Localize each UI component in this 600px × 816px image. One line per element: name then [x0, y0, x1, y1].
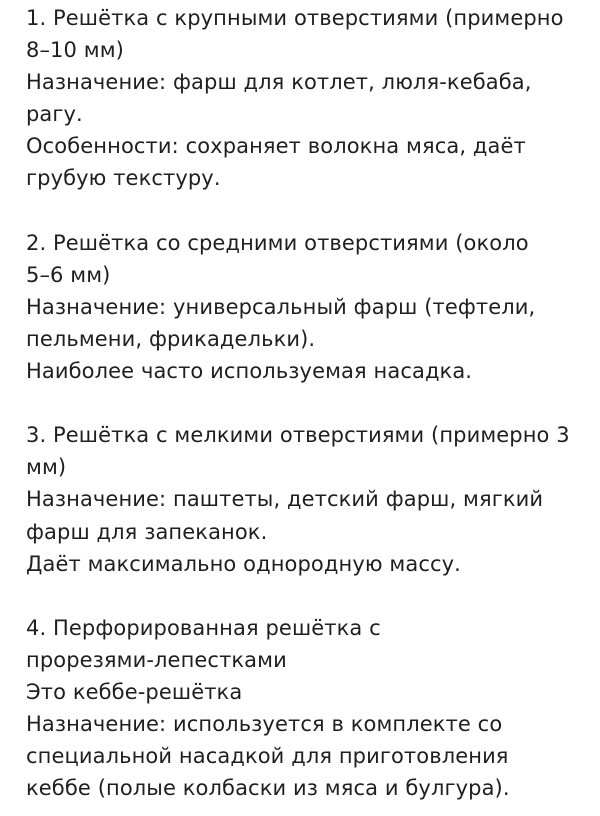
note-text: [26, 2, 596, 804]
section-2-purpose-line-1: Назначение: универсальный фарш (тефтели,: [26, 294, 536, 319]
section-4-purpose-line-2: специальной насадкой для приготовления: [26, 744, 509, 769]
section-4-heading-line-1: 4. Перфорированная решётка с: [26, 615, 381, 640]
section-perforated-grid: [26, 612, 596, 805]
section-3-purpose-line-2: фарш для запеканок.: [26, 519, 268, 544]
section-1-heading-line-2: 8–10 мм): [26, 38, 124, 63]
section-1-purpose-line-1: Назначение: фарш для котлет, люля-кебаба,: [26, 70, 532, 95]
section-4-heading-line-2: прорезями-лепестками: [26, 647, 287, 672]
section-small-holes-grid: [26, 419, 596, 579]
section-medium-holes-grid: [26, 227, 596, 387]
paragraph-gap: [26, 580, 596, 612]
section-4-alias-line: Это кеббе-решётка: [26, 679, 243, 704]
section-1-features-line-2: грубую текстуру.: [26, 166, 221, 191]
section-3-note-line: Даёт максимально однородную массу.: [26, 551, 461, 576]
section-1-purpose-line-2: рагу.: [26, 102, 83, 127]
section-1-features-line-1: Особенности: сохраняет волокна мяса, даёт: [26, 134, 526, 159]
section-4-purpose-line-1: Назначение: используется в комплекте со: [26, 712, 503, 737]
section-3-purpose-line-1: Назначение: паштеты, детский фарш, мягкий: [26, 487, 544, 512]
section-2-purpose-line-2: пельмени, фрикадельки).: [26, 326, 316, 351]
paragraph-gap: [26, 387, 596, 419]
section-large-holes-grid: [26, 2, 596, 195]
section-2-heading-line-2: 5–6 мм): [26, 262, 111, 287]
paragraph-gap: [26, 195, 596, 227]
section-4-purpose-line-3: кеббе (полые колбаски из мяса и булгура).: [26, 776, 510, 801]
section-3-heading-line-1: 3. Решётка с мелкими отверстиями (примерно 3: [26, 423, 570, 448]
section-2-heading-line-1: 2. Решётка со средними отверстиями (около: [26, 230, 529, 255]
section-2-note-line: Наиболее часто используемая насадка.: [26, 359, 473, 384]
section-3-heading-line-2: мм): [26, 455, 67, 480]
section-1-heading-line-1: 1. Решётка с крупными отверстиями (примерно: [26, 6, 564, 30]
